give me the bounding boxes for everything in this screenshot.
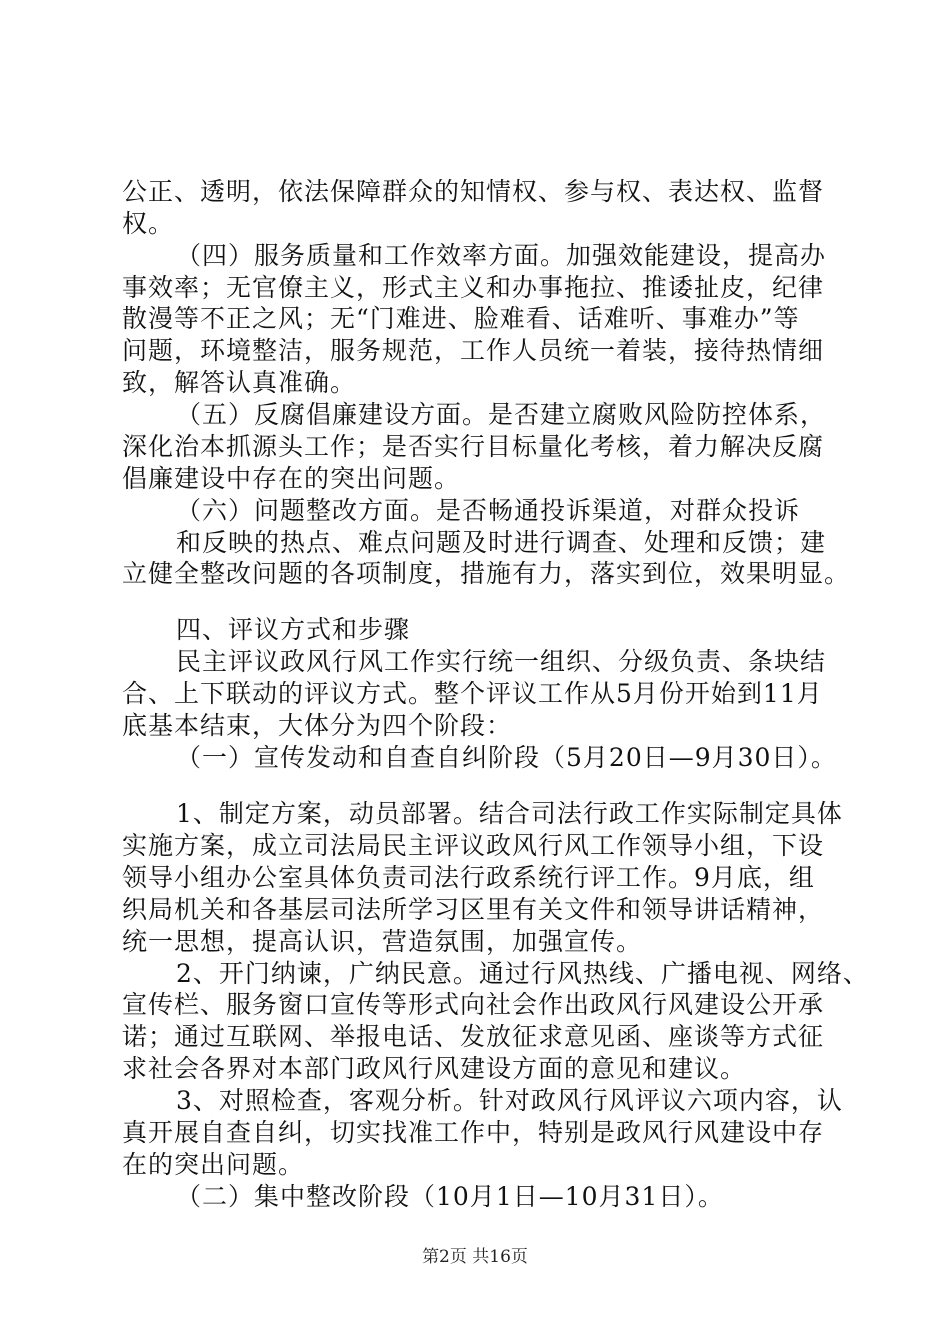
- text-line: 2、开门纳谏，广纳民意。通过行风热线、广播电视、网络、: [176, 959, 869, 988]
- text-line: 3、对照检查，客观分析。针对政风行风评议六项内容，认: [176, 1086, 843, 1115]
- text-line: 合、上下联动的评议方式。整个评议工作从5月份开始到11月: [122, 679, 823, 708]
- text-line: 致，解答认真准确。: [122, 368, 357, 397]
- text-line: （二）集中整改阶段（10月1日—10月31日）。: [176, 1182, 724, 1211]
- text-line: 散漫等不正之风；无“门难进、脸难看、话难听、事难办”等: [122, 304, 800, 333]
- text-line: 事效率；无官僚主义，形式主义和办事拖拉、推诿扯皮，纪律: [122, 273, 825, 302]
- section-heading: 四、评议方式和步骤: [176, 615, 411, 644]
- text-line: （四）服务质量和工作效率方面。加强效能建设，提高办: [176, 241, 827, 270]
- text-line: 领导小组办公室具体负责司法行政系统行评工作。9月底，组: [122, 863, 815, 892]
- text-line: 和反映的热点、难点问题及时进行调查、处理和反馈；建: [176, 528, 827, 557]
- text-line: 深化治本抓源头工作；是否实行目标量化考核，着力解决反腐: [122, 432, 825, 461]
- page-number-footer: 第2页 共16页: [422, 1247, 528, 1267]
- text-line: 倡廉建设中存在的突出问题。: [122, 464, 461, 493]
- text-line: （六）问题整改方面。是否畅通投诉渠道，对群众投诉: [176, 496, 801, 525]
- text-line: 真开展自查自纠，切实找准工作中，特别是政风行风建设中存: [122, 1118, 825, 1147]
- text-line: （五）反腐倡廉建设方面。是否建立腐败风险防控体系，: [176, 400, 827, 429]
- text-line: 诺；通过互联网、举报电话、发放征求意见函、座谈等方式征: [122, 1022, 825, 1051]
- text-line: 统一思想，提高认识，营造氛围，加强宣传。: [122, 927, 643, 956]
- text-line: 实施方案，成立司法局民主评议政风行风工作领导小组，下设: [122, 831, 825, 860]
- text-line: 在的突出问题。: [122, 1150, 305, 1179]
- text-line: 底基本结束，大体分为四个阶段：: [122, 711, 513, 740]
- text-line: 问题，环境整洁，服务规范，工作人员统一着装，接待热情细: [122, 336, 825, 365]
- text-line: 权。: [122, 209, 175, 238]
- text-line: 宣传栏、服务窗口宣传等形式向社会作出政风行风建设公开承: [122, 990, 825, 1019]
- text-line: 公正、透明，依法保障群众的知情权、参与权、表达权、监督: [122, 177, 825, 206]
- text-line: 织局机关和各基层司法所学习区里有关文件和领导讲话精神，: [122, 895, 825, 924]
- text-line: 求社会各界对本部门政风行风建设方面的意见和建议。: [122, 1054, 747, 1083]
- text-line: 1、制定方案，动员部署。结合司法行政工作实际制定具体: [176, 799, 843, 828]
- text-line: （一）宣传发动和自查自纠阶段（5月20日—9月30日）。: [176, 743, 837, 772]
- text-line: 民主评议政风行风工作实行统一组织、分级负责、条块结: [176, 647, 827, 676]
- text-line: 立健全整改问题的各项制度，措施有力，落实到位，效果明显。: [122, 559, 851, 588]
